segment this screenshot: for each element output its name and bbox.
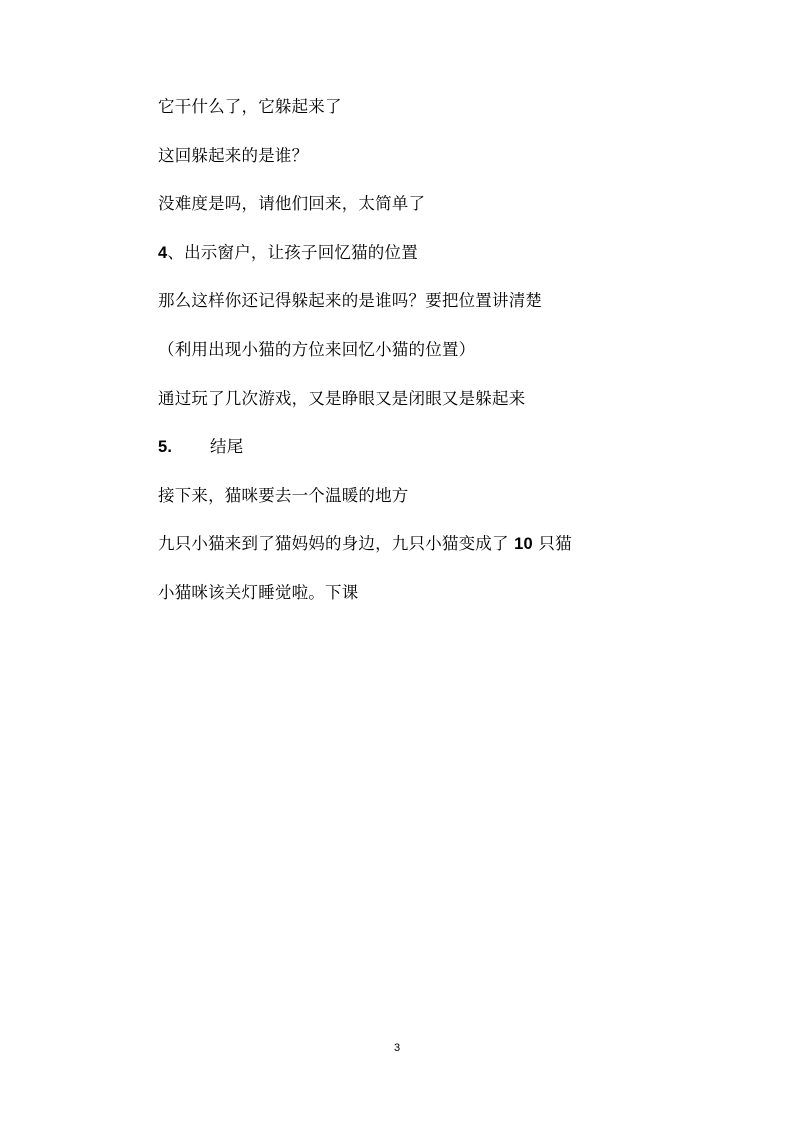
section-heading [158, 435, 678, 484]
paragraph-text: 只猫 [532, 534, 572, 554]
paragraph [158, 95, 678, 144]
page-number: 3 [393, 1042, 401, 1054]
paragraph [158, 338, 678, 387]
paragraph [158, 192, 678, 241]
paragraph-text: 它干什么了，它躲起来了 [158, 97, 342, 116]
numbered-paragraph [158, 241, 678, 290]
list-number: 5. [158, 438, 173, 457]
paragraph-text: （利用出现小猫的方位来回忆小猫的位置） [158, 339, 476, 359]
paragraph-text: 、出示窗户，让孩子回忆猫的位置 [167, 242, 418, 262]
heading-text: 结尾 [210, 437, 244, 457]
paragraph [158, 387, 678, 436]
paragraph-text: 接下来，猫咪要去一个温暖的地方 [158, 485, 409, 505]
paragraph [158, 581, 678, 630]
paragraph-text: 通过玩了几次游戏，又是睁眼又是闭眼又是躲起来 [158, 388, 526, 408]
paragraph [158, 484, 678, 533]
document-body [158, 95, 678, 630]
paragraph [158, 532, 678, 581]
paragraph-text: 那么这样你还记得躲起来的是谁吗？要把位置讲清楚 [158, 291, 543, 311]
list-number: 4 [158, 243, 168, 262]
paragraph-text: 小猫咪该关灯睡觉啦。下课 [158, 582, 359, 602]
paragraph-text: 这回躲起来的是谁？ [158, 145, 309, 165]
paragraph [158, 144, 678, 193]
paragraph-text: 九只小猫来到了猫妈妈的身边，九只小猫变成了 [158, 534, 515, 554]
inline-number: 10 [514, 535, 533, 554]
paragraph-text: 没难度是吗，请他们回来，太简单了 [158, 194, 426, 214]
paragraph [158, 289, 678, 338]
